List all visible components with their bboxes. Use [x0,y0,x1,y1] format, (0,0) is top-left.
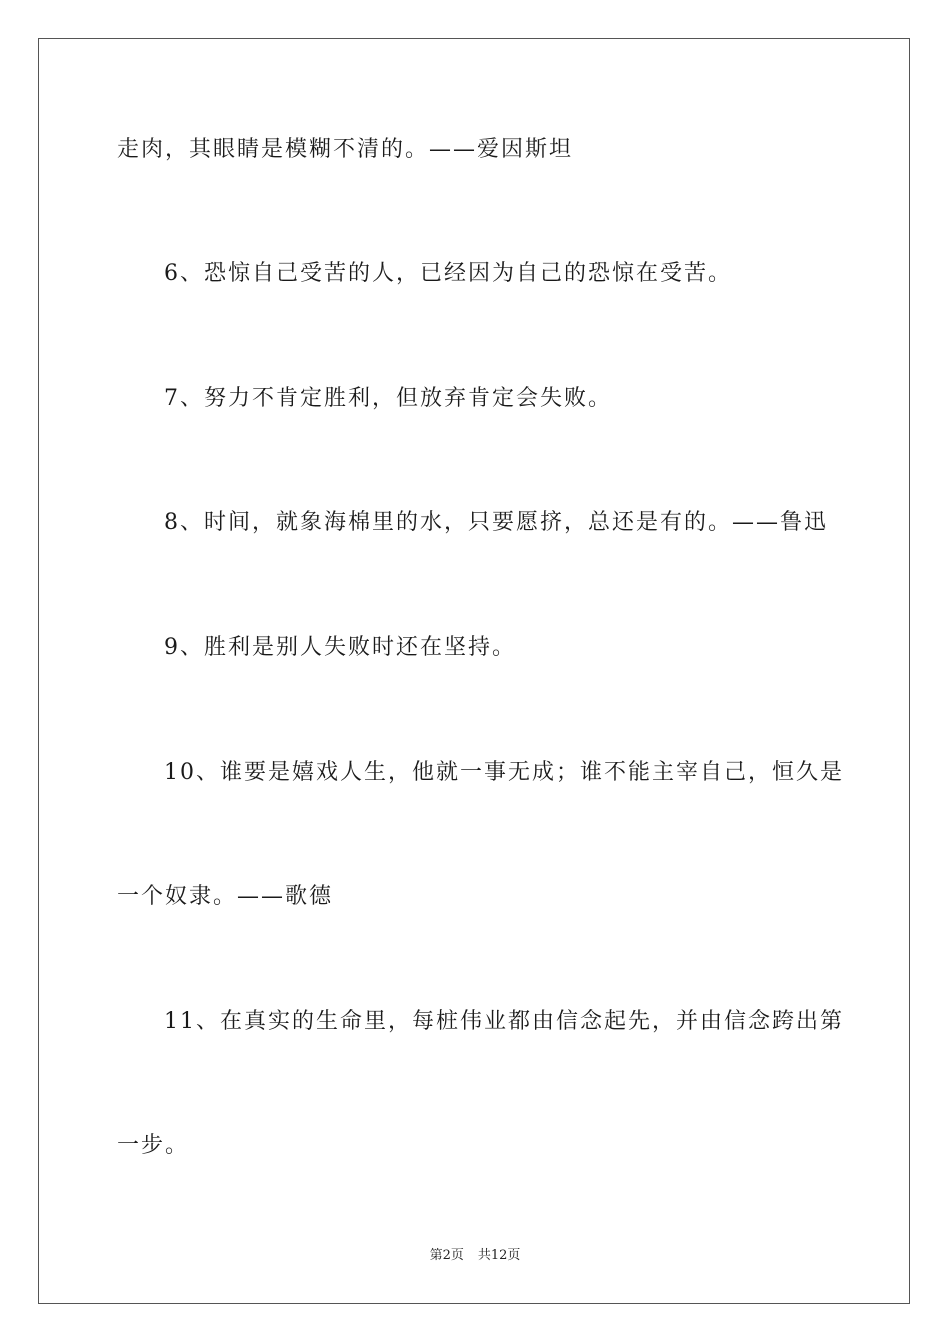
page-number-total: 共12页 [477,1248,521,1263]
quote-item-10: 10、谁要是嬉戏人生，他就一事无成；谁不能主宰自己，恒久是 [164,760,844,785]
quote-item-7: 7、努力不肯定胜利，但放弃肯定会失败。 [164,386,612,411]
quote-item-10-continued: 一个奴隶。——歌德 [117,884,334,909]
text-line: 走肉，其眼睛是模糊不清的。——爱因斯坦 [117,137,574,162]
page-border [38,38,910,1304]
quote-item-8: 8、时间，就象海棉里的水，只要愿挤，总还是有的。——鲁迅 [164,510,828,535]
page-footer [0,1248,950,1264]
quote-item-11: 11、在真实的生命里，每桩伟业都由信念起先，并由信念跨出第 [164,1009,844,1034]
quote-item-9: 9、胜利是别人失败时还在坚持。 [164,635,516,660]
page-number-current: 第2页 [429,1248,464,1263]
quote-item-6: 6、恐惊自己受苦的人，已经因为自己的恐惊在受苦。 [164,261,732,286]
quote-item-11-continued: 一步。 [117,1133,190,1158]
